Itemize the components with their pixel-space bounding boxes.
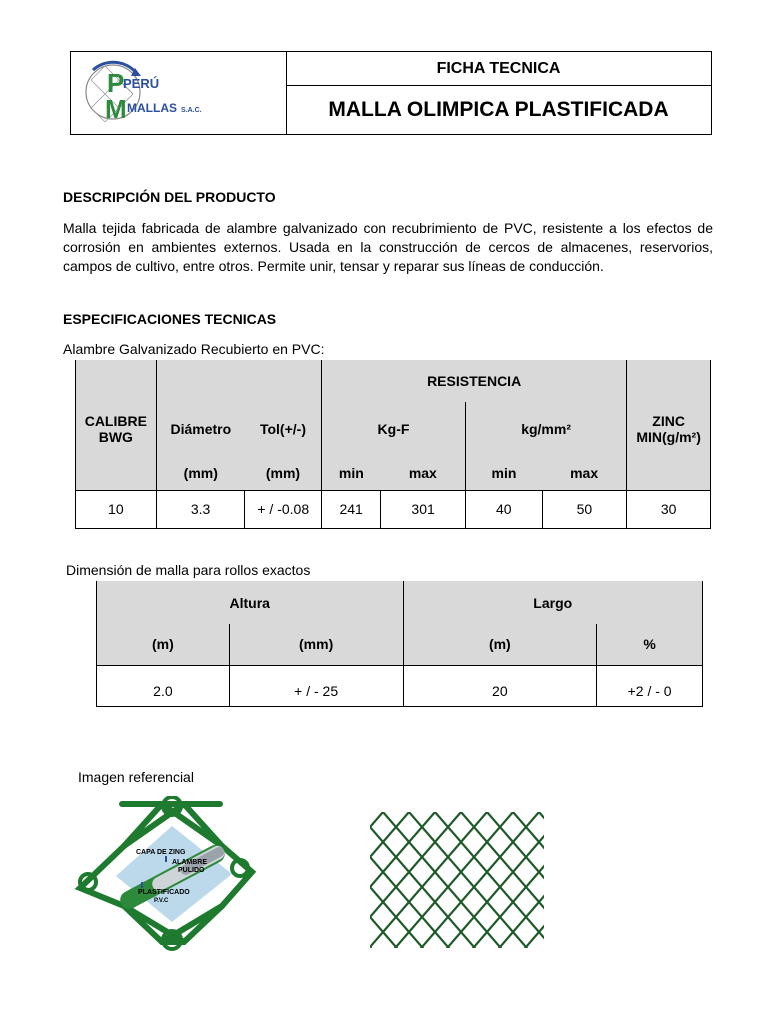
cell-tol-blank [245,360,322,402]
cell-zinc-unit-blank [627,456,711,490]
company-logo [71,52,287,134]
logo-suffix: S.A.C. [181,107,202,114]
label-zinc: CAPA DE ZING [136,849,186,856]
cell-calibre-unit-blank [76,456,157,490]
logo-p-letter: P [107,68,125,98]
label-alambre: ALAMBRE [172,859,207,866]
images-label: Imagen referencial [78,769,194,785]
header-diametro-unit: (mm) [156,456,245,490]
cell-altura-m: 2.0 [97,665,230,706]
header-kgmm2: kg/mm² [465,402,626,456]
header-largo-m: (m) [403,624,597,665]
header-kgf: Kg-F [322,402,466,456]
header-largo-pct: % [597,624,703,665]
header-kgf-max: max [381,456,466,490]
cell-tol: + / -0.08 [245,490,322,528]
label-plastificado: PLASTIFICADO [138,889,190,896]
logo-graphic [71,52,286,134]
cell-diametro: 3.3 [156,490,245,528]
specs-table-label: Alambre Galvanizado Recubierto en PVC: [63,341,325,357]
header-altura-m: (m) [97,624,230,665]
cell-kgmm2-max: 50 [542,490,627,528]
header-altura-mm: (mm) [229,624,403,665]
header-kgf-min: min [322,456,381,490]
header-kgmm2-min: min [465,456,542,490]
header-kgmm2-max: max [542,456,627,490]
cell-zinc-blank [627,360,711,402]
cell-kgf-max: 301 [381,490,466,528]
header-resistencia: RESISTENCIA [322,360,627,402]
header-diametro: Diámetro [156,402,245,456]
header-calibre: CALIBRE BWG [76,402,157,456]
logo-text-bottom: MALLAS [127,101,177,115]
cell-diametro-blank [156,360,245,402]
cell-largo-tol: +2 / - 0 [597,665,703,706]
label-pulido: PULIDO [178,867,205,874]
header-box [70,51,712,135]
header-tol-unit: (mm) [245,456,322,490]
header-altura: Altura [97,581,404,624]
logo-text-top: PERÚ [123,76,160,91]
roll-dimension-table [96,581,703,707]
cell-kgf-min: 241 [322,490,381,528]
specs-title: ESPECIFICACIONES TECNICAS [63,311,277,327]
cell-altura-tol: + / - 25 [229,665,403,706]
product-title: MALLA OLIMPICA PLASTIFICADA [328,98,669,121]
table-row [97,665,703,706]
label-pvc: P.V.C [154,898,169,904]
cell-zinc: 30 [627,490,711,528]
header-largo: Largo [403,581,703,624]
cell-largo-m: 20 [403,665,597,706]
doc-type: FICHA TECNICA [286,52,711,86]
coated-wire-diagram [72,796,262,952]
description-text: Malla tejida fabricada de alambre galvanizado con recubrimiento de PVC, resistente a los efectos de corrosión en ambientes externos. Usada en la construcción de cercos de almacenes, reservorios, campos de cultivo, entre otros. Permite unir, tensar y reparar sus líneas de conducción. [63,220,713,274]
dims-label: Dimensión de malla para rollos exactos [66,562,311,578]
header-tol: Tol(+/-) [245,402,322,456]
cell-kgmm2-min: 40 [465,490,542,528]
chainlink-mesh-photo [370,812,544,948]
header-zinc: ZINC MIN(g/m²) [627,402,711,456]
cell-calibre-blank [76,360,157,402]
cell-calibre: 10 [76,490,157,528]
logo-m-letter: M [105,94,127,124]
description-title: DESCRIPCIÓN DEL PRODUCTO [63,189,276,205]
table-row [76,490,711,528]
wire-specs-table [75,360,711,529]
